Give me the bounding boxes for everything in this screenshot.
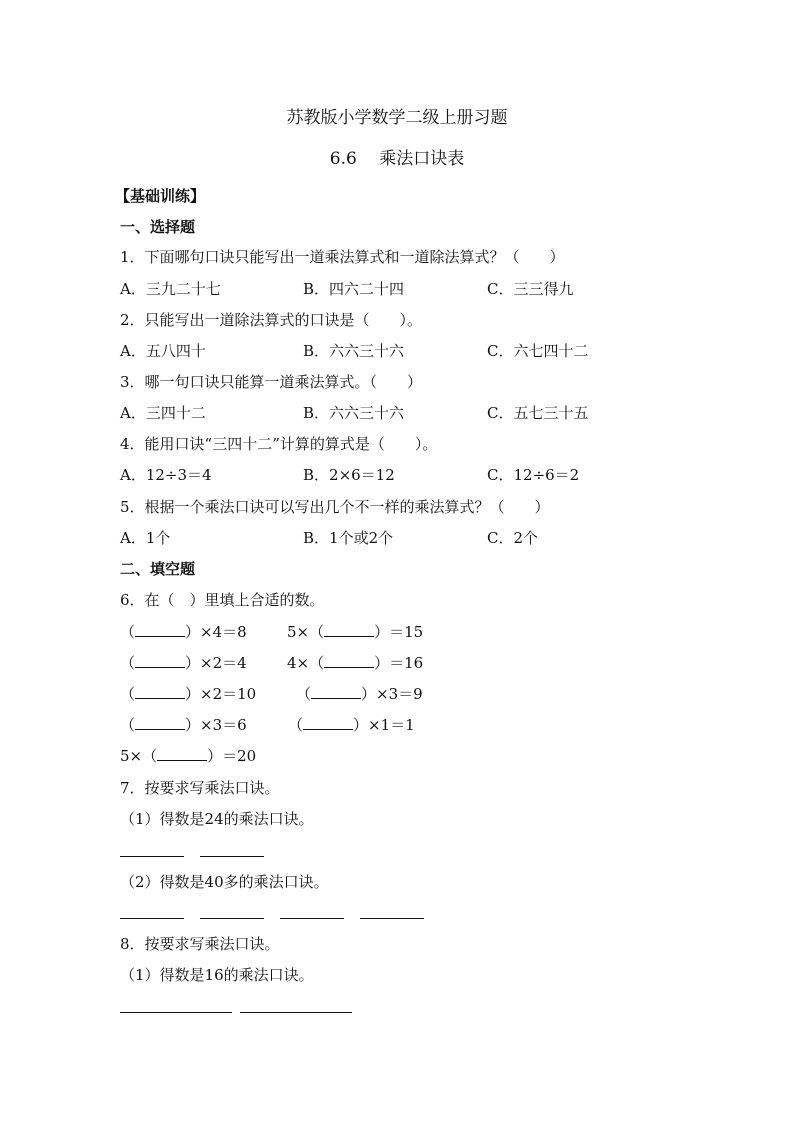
- q6-item-3-pre: （: [120, 654, 136, 672]
- q6-item-9-pre: 5×（: [120, 747, 158, 765]
- q7-sub2-answer-line-4[interactable]: [360, 918, 424, 919]
- q6-item-5-pre: （: [120, 685, 136, 703]
- question-5-option-b[interactable]: B．1个或2个: [303, 529, 394, 547]
- question-1-option-a[interactable]: A．三九二十七: [120, 280, 221, 298]
- q7-sub2-answer-line-1[interactable]: [120, 918, 184, 919]
- q6-item-8-pre: （: [288, 716, 304, 734]
- question-4-option-a[interactable]: A．12÷3＝4: [120, 466, 212, 484]
- question-3-option-c[interactable]: C．五七三十五: [487, 404, 589, 422]
- question-5-option-c[interactable]: C．2个: [487, 529, 539, 547]
- q6-item-6: [296, 684, 423, 704]
- q6-item-7: [120, 715, 247, 735]
- question-2-option-c[interactable]: C．六七四十二: [487, 342, 589, 360]
- question-1-option-c[interactable]: C．三三得九: [487, 280, 574, 298]
- q6-item-3-blank[interactable]: [135, 653, 185, 668]
- q6-item-5-post: ）×2＝10: [185, 685, 257, 703]
- q6-item-4-pre: 4×（: [287, 654, 325, 672]
- q6-item-8-blank[interactable]: [303, 715, 353, 730]
- q6-item-9: [120, 746, 256, 766]
- q6-item-6-post: ）×3＝9: [361, 685, 423, 703]
- question-2-option-b[interactable]: B．六六三十六: [303, 342, 405, 360]
- question-8-sub1: （1）得数是16的乘法口诀。: [120, 966, 314, 984]
- q7-sub1-answer-line-1[interactable]: [120, 856, 184, 857]
- part1-heading: 一、选择题: [120, 218, 196, 236]
- question-1-option-b[interactable]: B．四六二十四: [303, 280, 405, 298]
- q6-item-5-blank[interactable]: [135, 684, 185, 699]
- q7-sub2-answer-line-2[interactable]: [200, 918, 264, 919]
- q7-sub1-answer-line-2[interactable]: [200, 856, 264, 857]
- q6-item-9-blank[interactable]: [157, 746, 207, 761]
- q7-sub2-answer-line-3[interactable]: [280, 918, 344, 919]
- q6-item-4-post: ）＝16: [374, 654, 424, 672]
- q6-item-7-post: ）×3＝6: [185, 716, 247, 734]
- q6-item-3-post: ）×2＝4: [185, 654, 247, 672]
- part2-heading: 二、填空题: [120, 560, 196, 578]
- q6-item-4-blank[interactable]: [324, 653, 374, 668]
- question-7-stem: 7．按要求写乘法口诀。: [120, 779, 280, 797]
- question-3-stem: 3．哪一句口诀只能算一道乘法算式。（ ）: [120, 373, 423, 391]
- q6-item-8: [288, 715, 415, 735]
- question-5-stem: 5．根据一个乘法口诀可以写出几个不一样的乘法算式？（ ）: [120, 498, 550, 516]
- question-3-option-b[interactable]: B．六六三十六: [303, 404, 405, 422]
- q6-item-7-pre: （: [120, 716, 136, 734]
- q6-item-6-blank[interactable]: [311, 684, 361, 699]
- q6-item-2: [287, 622, 423, 642]
- question-3-option-a[interactable]: A．三四十二: [120, 404, 206, 422]
- question-7-sub1: （1）得数是24的乘法口诀。: [120, 810, 314, 828]
- question-8-stem: 8．按要求写乘法口诀。: [120, 935, 280, 953]
- question-5-option-a[interactable]: A．1个: [120, 529, 171, 547]
- q6-item-5: [120, 684, 256, 704]
- question-2-stem: 2．只能写出一道除法算式的口诀是（ ）。: [120, 311, 423, 329]
- question-7-sub2: （2）得数是40多的乘法口诀。: [120, 873, 329, 891]
- q6-item-7-blank[interactable]: [135, 715, 185, 730]
- question-6-stem: 6．在（ ）里填上合适的数。: [120, 591, 325, 609]
- q6-item-2-post: ）＝15: [374, 623, 424, 641]
- q6-item-8-post: ）×1＝1: [353, 716, 415, 734]
- q6-item-9-post: ）＝20: [207, 747, 257, 765]
- q6-item-4: [287, 653, 423, 673]
- basic-training-label: 【基础训练】: [115, 187, 206, 205]
- q6-item-1-blank[interactable]: [135, 622, 185, 637]
- section-title: 6.6 乘法口诀表: [329, 149, 465, 169]
- q6-item-2-blank[interactable]: [324, 622, 374, 637]
- page-title: 苏教版小学数学二级上册习题: [286, 108, 508, 128]
- q6-item-1-pre: （: [120, 623, 136, 641]
- q6-item-3: [120, 653, 247, 673]
- question-4-option-c[interactable]: C．12÷6＝2: [487, 466, 580, 484]
- question-2-option-a[interactable]: A．五八四十: [120, 342, 206, 360]
- q6-item-1: [120, 622, 247, 642]
- q6-item-2-pre: 5×（: [287, 623, 325, 641]
- q8-sub1-answer-line-2[interactable]: [240, 1012, 352, 1013]
- q8-sub1-answer-line-1[interactable]: [120, 1012, 232, 1013]
- question-4-option-b[interactable]: B．2×6＝12: [303, 466, 395, 484]
- question-4-stem: 4．能用口诀“三四十二”计算的算式是（ ）。: [120, 435, 438, 453]
- q6-item-1-post: ）×4＝8: [185, 623, 247, 641]
- q6-item-6-pre: （: [296, 685, 312, 703]
- question-1-stem: 1．下面哪句口诀只能写出一道乘法算式和一道除法算式？（ ）: [120, 248, 565, 266]
